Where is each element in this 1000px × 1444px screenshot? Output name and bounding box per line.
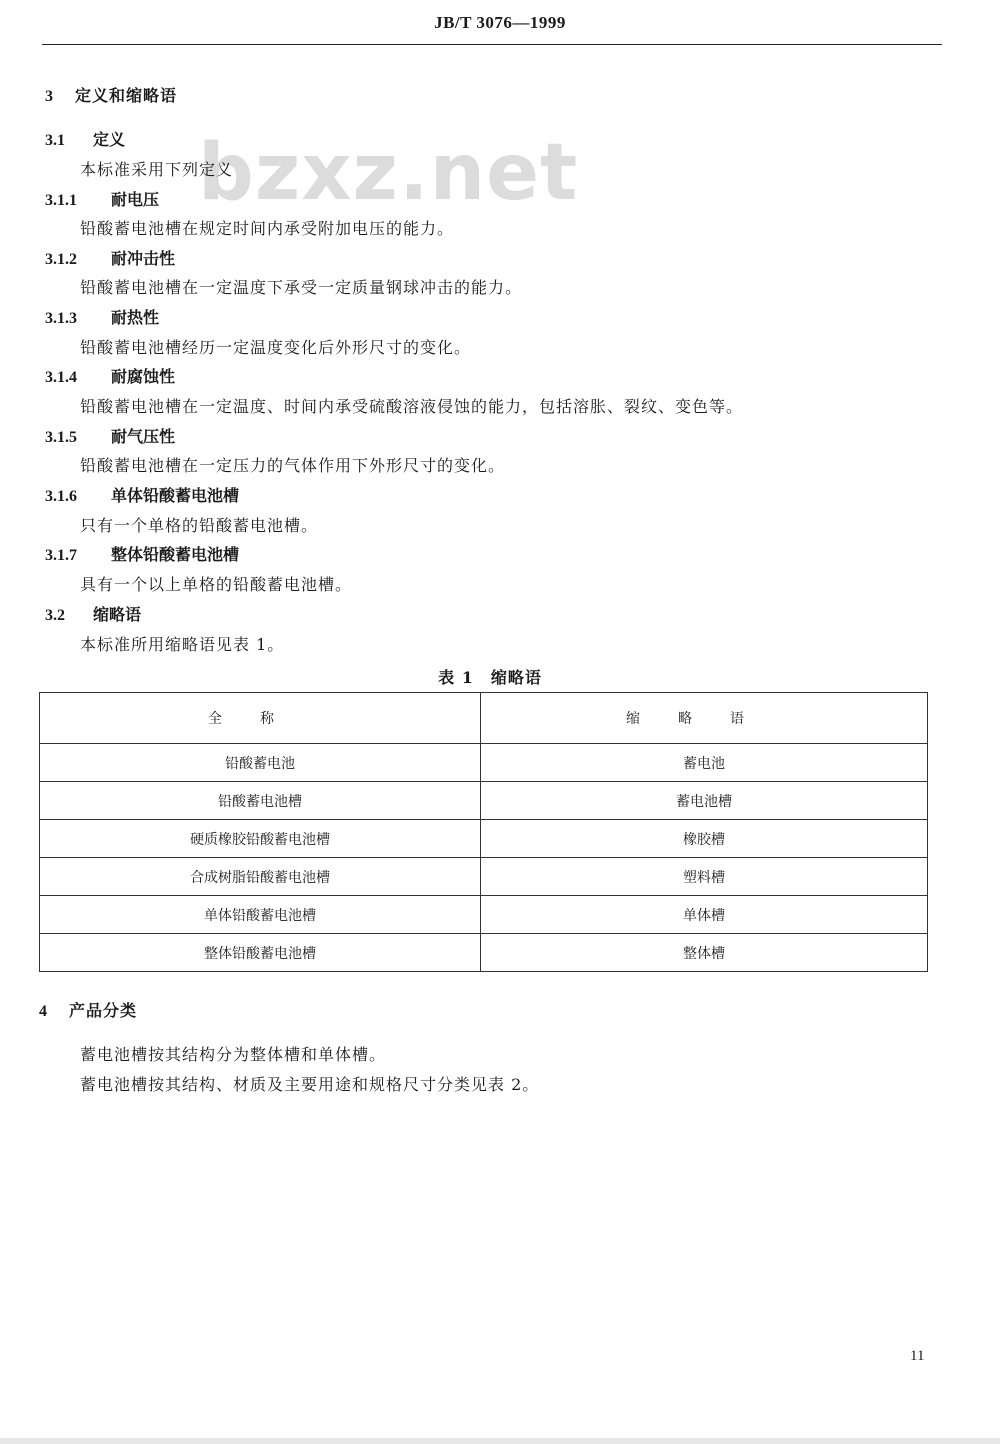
def-number: 3.1.4	[45, 369, 77, 386]
table-cell-fullname: 整体铅酸蓄电池槽	[40, 934, 481, 972]
scan-bottom-edge	[0, 1438, 1000, 1444]
table-row	[40, 934, 928, 972]
section-number: 3.2	[45, 607, 65, 624]
table-row	[40, 820, 928, 858]
section-title: 定义	[93, 130, 126, 149]
def-3-1-1-text: 铅酸蓄电池槽在规定时间内承受附加电压的能力。	[80, 219, 455, 238]
def-term: 耐气压性	[111, 427, 176, 446]
def-3-1-2-heading	[45, 249, 175, 270]
page-number: 11	[910, 1348, 925, 1364]
table-header-row	[40, 693, 928, 744]
section-number: 3	[45, 88, 54, 105]
def-3-1-4-text: 铅酸蓄电池槽在一定温度、时间内承受硫酸溶液侵蚀的能力，包括溶胀、裂纹、变色等。	[80, 397, 744, 416]
section-title: 定义和缩略语	[75, 86, 178, 105]
def-number: 3.1.7	[45, 547, 77, 564]
section-4-heading	[39, 1001, 137, 1022]
table-cell-fullname: 铅酸蓄电池	[40, 744, 481, 782]
table-cell-fullname: 合成树脂铅酸蓄电池槽	[40, 858, 481, 896]
def-3-1-4-heading	[45, 367, 175, 388]
def-term: 耐电压	[111, 190, 160, 209]
def-3-1-2-text: 铅酸蓄电池槽在一定温度下承受一定质量钢球冲击的能力。	[80, 278, 523, 297]
table-cell-abbr: 蓄电池槽	[481, 782, 928, 820]
table-cell-abbr: 蓄电池	[481, 744, 928, 782]
header-rule	[42, 44, 942, 45]
def-number: 3.1.5	[45, 429, 77, 446]
section-4-paragraph-1: 蓄电池槽按其结构分为整体槽和单体槽。	[80, 1045, 387, 1064]
section-number: 4	[39, 1003, 48, 1020]
table-cell-abbr: 橡胶槽	[481, 820, 928, 858]
table-row	[40, 858, 928, 896]
table-cell-abbr: 塑料槽	[481, 858, 928, 896]
table-cell-fullname: 硬质橡胶铅酸蓄电池槽	[40, 820, 481, 858]
table-row	[40, 782, 928, 820]
section-3-2-heading	[45, 605, 141, 626]
def-3-1-1-heading	[45, 190, 159, 211]
section-3-1-text: 本标准采用下列定义	[80, 160, 234, 179]
section-4-paragraph-2: 蓄电池槽按其结构、材质及主要用途和规格尺寸分类见表 2。	[80, 1075, 540, 1094]
def-number: 3.1.3	[45, 310, 77, 327]
table-header-cell: 缩略语	[481, 693, 928, 744]
table-header-cell: 全称	[40, 693, 481, 744]
def-3-1-7-heading	[45, 545, 239, 566]
def-term: 耐热性	[111, 308, 160, 327]
table-cell-abbr: 整体槽	[481, 934, 928, 972]
section-title: 缩略语	[93, 605, 142, 624]
def-3-1-3-text: 铅酸蓄电池槽经历一定温度变化后外形尺寸的变化。	[80, 338, 472, 357]
table-cell-abbr: 单体槽	[481, 896, 928, 934]
table-row	[40, 896, 928, 934]
def-3-1-6-heading	[45, 486, 239, 507]
section-3-heading	[45, 86, 177, 107]
def-term: 耐冲击性	[111, 249, 176, 268]
standard-code: JB/T 3076—1999	[434, 13, 566, 32]
watermark: bzxz.net	[198, 128, 579, 218]
def-number: 3.1.2	[45, 251, 77, 268]
section-number: 3.1	[45, 132, 65, 149]
table-cell-fullname: 铅酸蓄电池槽	[40, 782, 481, 820]
def-number: 3.1.1	[45, 192, 77, 209]
table-cell-fullname: 单体铅酸蓄电池槽	[40, 896, 481, 934]
def-term: 单体铅酸蓄电池槽	[111, 486, 240, 505]
def-number: 3.1.6	[45, 488, 77, 505]
def-3-1-7-text: 具有一个以上单格的铅酸蓄电池槽。	[80, 575, 353, 594]
table-row	[40, 744, 928, 782]
def-term: 整体铅酸蓄电池槽	[111, 545, 240, 564]
section-3-1-heading	[45, 130, 125, 151]
def-3-1-5-text: 铅酸蓄电池槽在一定压力的气体作用下外形尺寸的变化。	[80, 456, 506, 475]
def-3-1-5-heading	[45, 427, 175, 448]
section-title: 产品分类	[69, 1001, 138, 1020]
abbreviation-table	[39, 692, 928, 972]
def-term: 耐腐蚀性	[111, 367, 176, 386]
def-3-1-3-heading	[45, 308, 159, 329]
def-3-1-6-text: 只有一个单格的铅酸蓄电池槽。	[80, 516, 319, 535]
table-caption: 表 1 缩略语	[438, 668, 542, 687]
section-3-2-text: 本标准所用缩略语见表 1。	[80, 635, 285, 654]
